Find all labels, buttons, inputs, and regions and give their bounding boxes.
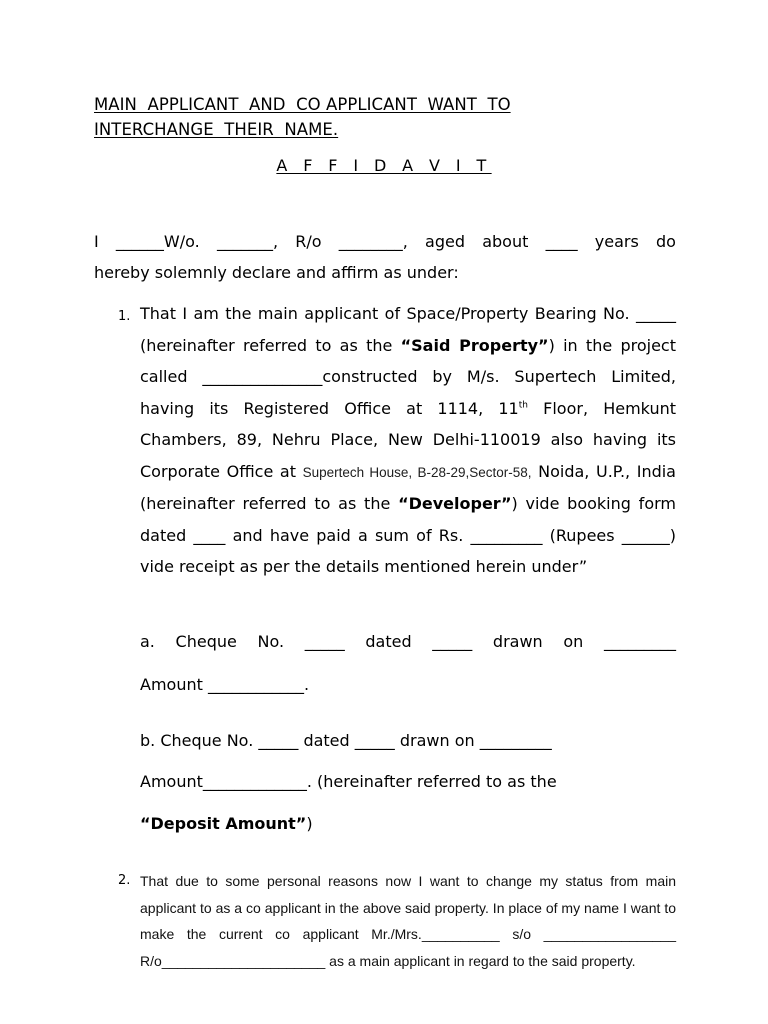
clause-2-text: That due to some personal reasons now I want to change my status from main applicant to as a co applicant in the above said property. In place of my name I want to make the current co applicant Mr./Mrs.__________ s/o _________________ R/o_____________________ as a main applicant in regard to the said property. — [140, 873, 676, 969]
intro-word: do — [656, 232, 676, 251]
deposit-amount-close: ) — [306, 814, 313, 833]
clause-number: 1. — [118, 309, 131, 324]
developer-term: “Developer” — [398, 494, 512, 513]
cheque-word: on — [563, 632, 584, 651]
intro-word: aged — [425, 232, 465, 251]
intro-line-2: hereby solemnly declare and affirm as under: — [94, 263, 459, 282]
affidavit-title: A F F I D A V I T — [276, 156, 492, 175]
intro-word: ______W/o. — [115, 232, 200, 251]
clause-text-fragment: ) in the project called _______________constructed by M/s. Supertech Limited, having its Registered Office at 1114, 11 — [140, 335, 676, 418]
intro-word: ________, — [338, 232, 408, 251]
clause-text-fragment: ) vide booking form dated ____ and have paid a sum of Rs. _________ (Rupees ______) vide receipt as per the details mentioned herein under” — [140, 494, 676, 576]
intro-word: ____ — [545, 232, 578, 251]
cheque-word: drawn — [492, 632, 543, 651]
cheque-a-amount: Amount ____________. — [140, 675, 310, 694]
cheque-word: _____ — [432, 632, 473, 651]
cheque-b-amount: Amount_____________. (hereinafter referred to as the — [140, 772, 557, 791]
cheque-word: a. — [140, 632, 155, 651]
document-heading — [94, 92, 634, 142]
intro-line-1 — [94, 226, 676, 257]
said-property-term: “Said Property” — [400, 335, 549, 355]
intro-word: years — [594, 232, 639, 251]
cheque-word: _________ — [603, 632, 676, 651]
clause-text-fragment: Floor, Hemkunt Chambers, 89, Nehru Place, New Delhi-110019 also having its Corporate Office at — [140, 398, 676, 481]
cheque-a-row — [140, 630, 676, 654]
cheque-word: No. — [257, 632, 285, 651]
intro-word: about — [482, 232, 529, 251]
clause-1-text — [140, 298, 676, 583]
clause-text-fragment: Noida, U.P., India (hereinafter referred to as the — [140, 461, 676, 513]
cheque-word: dated — [365, 632, 412, 651]
cheque-word: Cheque — [175, 632, 237, 651]
clause-text-fragment: That I am the main applicant of Space/Property Bearing No. _____ (hereinafter referred to as the — [140, 304, 676, 355]
cheque-b-details: b. Cheque No. _____ dated _____ drawn on _________ — [140, 731, 552, 750]
clause-number: 2. — [118, 873, 131, 888]
intro-word: _______, — [216, 232, 279, 251]
heading-line-1: MAIN APPLICANT AND CO APPLICANT WANT TO — [94, 95, 511, 114]
ordinal-superscript: th — [518, 400, 528, 411]
intro-word: I — [94, 232, 99, 251]
declaration-intro — [94, 226, 676, 288]
cheque-word: _____ — [304, 632, 345, 651]
corporate-address: Supertech House, B-28-29,Sector-58, — [302, 464, 532, 480]
cheque-a-details — [140, 630, 676, 654]
intro-word: R/o — [295, 232, 322, 251]
deposit-amount-line — [140, 812, 676, 836]
deposit-amount-term: “Deposit Amount” — [140, 814, 307, 833]
heading-line-2: INTERCHANGE THEIR NAME. — [94, 120, 339, 139]
